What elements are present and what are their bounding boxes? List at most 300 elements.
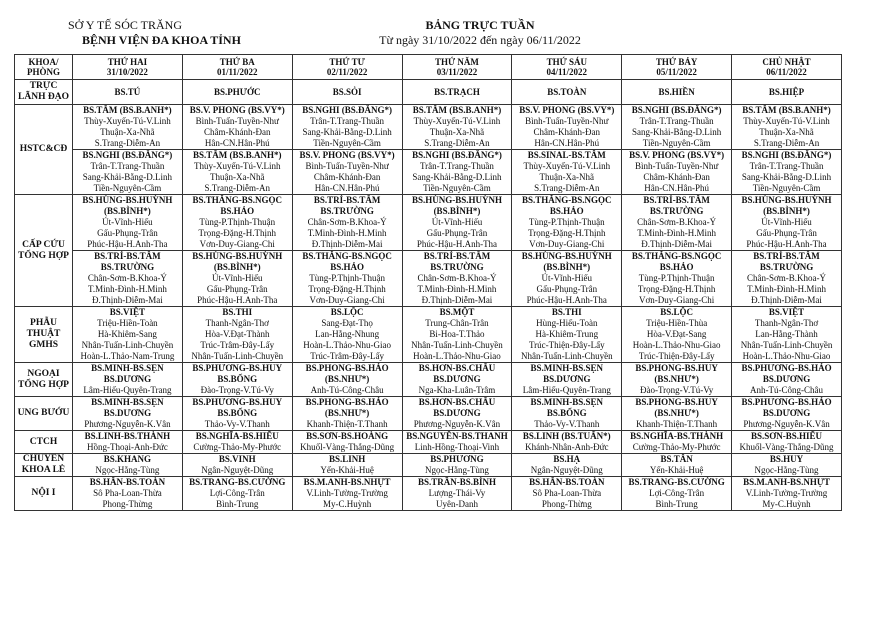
duty-staff: T.Minh-Đình-H.Minh: [747, 284, 826, 294]
duty-cell: [622, 397, 732, 431]
duty-staff: Vơn-Duy-Giang-Chi: [639, 295, 715, 305]
duty-doctor: BS.SƠN-BS.HOÀNG: [306, 431, 389, 441]
duty-cell: [512, 431, 622, 454]
duty-doctor: BS.SINAL-BS.TÂM: [527, 150, 606, 160]
document-title: BẢNG TRỰC TUẦN: [425, 18, 535, 32]
duty-cell: [512, 251, 622, 307]
duty-staff: Út-Vĩnh-Hiếu: [102, 217, 153, 227]
duty-staff: Bình-Tuấn-Tuyền-Như: [635, 161, 719, 171]
roster-row: [15, 195, 842, 251]
duty-staff: Nhân-Tuấn-Linh-Chuyền: [191, 351, 284, 361]
duty-staff: Châm-Khánh-Đan: [313, 172, 381, 182]
duty-staff: My-C.Huỳnh: [322, 499, 372, 509]
duty-staff: Sang-Khải-Bằng-D.Linh: [412, 172, 502, 182]
duty-doctor: BS.HẢO: [220, 206, 255, 216]
duty-staff: Chân-Sơm-B.Khoa-Ý: [87, 273, 167, 283]
duty-cell: [73, 195, 183, 251]
duty-staff: T.Minh-Đình-H.Minh: [307, 228, 387, 238]
duty-doctor: BS.HƠN-BS.CHÂU: [418, 397, 496, 407]
duty-doctor: BS.TÂN: [660, 454, 693, 464]
leader-cell: BS.PHƯỚC: [182, 80, 292, 105]
duty-cell: [732, 195, 842, 251]
duty-staff: Bình-Tuấn-Tuyền-Như: [525, 116, 609, 126]
duty-staff: Gấu-Phụng-Trân: [426, 228, 488, 238]
duty-staff: Đào-Trọng-V.Tú-Vy: [640, 385, 714, 395]
duty-doctor: BS.DƯƠNG: [762, 374, 811, 384]
duty-doctor: BS.TRƯỜNG: [430, 262, 484, 272]
duty-cell: [512, 105, 622, 150]
duty-staff: Triệu-Hiền-Thùa: [646, 318, 708, 328]
hospital-name: BỆNH VIỆN ĐA KHOA TỈNH: [82, 33, 241, 47]
duty-staff: Trân-T.Trang-Thuần: [419, 161, 494, 171]
duty-staff: Nhân-Tuấn-Linh-Chuyền: [411, 340, 503, 350]
dept-label-line: TỔNG HỢP: [18, 379, 69, 390]
duty-staff: Nhân-Tuấn-Linh-Chuyền: [740, 340, 833, 350]
duty-cell: [182, 251, 292, 307]
duty-staff: Tùng-P.Thịnh-Thuận: [309, 273, 385, 283]
duty-staff: Tiền-Nguyên-Cầm: [752, 183, 821, 193]
roster-row: [15, 363, 842, 397]
duty-doctor: BS.HÙNG-BS.HUỲNH: [521, 251, 612, 261]
duty-staff: Trân-T.Trang-Thuần: [639, 116, 714, 126]
duty-staff: Trúc-Trâm-Đây-Lấy: [310, 351, 385, 361]
duty-doctor: BS.PHONG-BS.HUY: [635, 397, 718, 407]
duty-doctor: (BS.NHƯ*): [654, 408, 699, 418]
duty-cell: [182, 150, 292, 195]
duty-doctor: BS.TRANG-BS.CƯỜNG: [189, 477, 286, 487]
duty-cell: [73, 105, 183, 150]
dept-label-line: TỔNG HỢP: [18, 250, 69, 261]
duty-cell: [402, 431, 512, 454]
duty-staff: Chân-Sơm-B.Khoa-Ý: [417, 273, 497, 283]
duty-cell: [73, 307, 183, 363]
duty-doctor: BS.TRÍ-BS.TÂM: [643, 195, 710, 205]
duty-staff: Trọng-Đặng-H.Thịnh: [637, 284, 716, 294]
duty-staff: Châm-Khánh-Đan: [533, 127, 601, 137]
duty-staff: S.Trang-Diễm-An: [424, 138, 490, 148]
duty-cell: [732, 454, 842, 477]
duty-doctor: BS.TRƯỜNG: [649, 206, 704, 216]
duty-cell: [292, 251, 402, 307]
duty-doctor: (BS.BÌNH*): [763, 206, 810, 216]
duty-cell: [292, 150, 402, 195]
duty-staff: T.Minh-Đình-H.Minh: [88, 284, 167, 294]
duty-doctor: BS.TÂM (BS.B.ANH*): [193, 150, 282, 160]
duty-staff: Bi-Hoa-T.Thảo: [429, 329, 485, 339]
duty-staff: Nga-Kha-Luân-Trâm: [418, 385, 496, 395]
duty-cell: [402, 477, 512, 511]
duty-doctor: BS.THẮNG-BS.NGỌC: [192, 195, 283, 205]
duty-doctor: BS.TRÍ-BS.TÂM: [753, 251, 820, 261]
col-header-dept: KHOA/ PHÒNG: [15, 55, 73, 80]
duty-cell: [292, 431, 402, 454]
duty-staff: Trung-Chân-Trân: [425, 318, 489, 328]
duty-cell: [512, 363, 622, 397]
duty-doctor: (BS.BÌNH*): [213, 262, 261, 272]
col-header-mon: THỨ HAI 31/10/2022: [73, 55, 183, 80]
duty-staff: Thuận-Xa-Nhã: [100, 127, 155, 137]
duty-cell: [732, 150, 842, 195]
duty-doctor: (BS.NHƯ*): [324, 408, 370, 418]
roster-row: [15, 431, 842, 454]
duty-doctor: BS.TRƯỜNG: [759, 262, 814, 272]
duty-staff: Hoàn-L.Thảo-Nhu-Giao: [632, 340, 721, 350]
duty-staff: Đ.Thịnh-Diễm-Mai: [92, 295, 163, 305]
duty-doctor: BS.TRÍ-BS.TÂM: [313, 195, 381, 205]
duty-doctor: BS.VIỆT: [109, 307, 146, 317]
duty-staff: Hoàn-L.Thảo-Nhu-Giao: [303, 340, 391, 350]
leader-cell: BS.HIỀN: [622, 80, 732, 105]
duty-staff: Phong-Thừng: [102, 499, 153, 509]
duty-staff: Tiền-Nguyên-Cầm: [642, 138, 711, 148]
col-header-sat: THỨ BẢY 05/11/2022: [622, 55, 732, 80]
duty-staff: Đ.Thịnh-Diễm-Mai: [311, 239, 383, 249]
roster-row: [15, 251, 842, 307]
duty-staff: Thùy-Xuyến-Tú-V.Linh: [193, 161, 281, 171]
duty-cell: [402, 307, 512, 363]
duty-staff: Đ.Thịnh-Diễm-Mai: [641, 239, 712, 249]
duty-staff: Phúc-Hậu-H.Anh-Tha: [416, 239, 498, 249]
duty-doctor: BS.V. PHONG (BS.VY*): [519, 105, 615, 115]
dept-label-line: CHUYÊN: [22, 454, 65, 464]
roster-row: [15, 397, 842, 431]
duty-doctor: BS.VIỆT: [768, 307, 805, 317]
duty-staff: Trân-T.Trang-Thuần: [749, 161, 824, 171]
duty-staff: Tùng-P.Thịnh-Thuận: [199, 217, 276, 227]
duty-doctor: BS.MINH-BS.SẸN: [530, 363, 604, 373]
duty-staff: Yến-Khải-Huệ: [649, 465, 704, 475]
duty-staff: Phong-Thừng: [541, 499, 592, 509]
roster-row: [15, 150, 842, 195]
duty-staff: Thuận-Xa-Nhã: [210, 172, 265, 182]
duty-staff: Linh-Hồng-Thoại-Vinh: [414, 442, 500, 452]
dept-label-line: CẤP CỨU: [22, 239, 65, 250]
duty-staff: Trọng-Đặng-H.Thịnh: [308, 284, 386, 294]
duty-doctor: BS.LỘC: [330, 307, 364, 317]
dept-label-line: NỘI I: [31, 488, 56, 498]
duty-staff: Thanh-Ngân-Thơ: [754, 318, 819, 328]
duty-staff: Phúc-Hậu-H.Anh-Tha: [746, 239, 827, 249]
duty-doctor: BS.NGHI (BS.ĐĂNG*): [302, 105, 392, 115]
duty-staff: Nhân-Tuấn-Linh-Chuyền: [520, 351, 613, 361]
dept-label-line: THUẬT: [26, 329, 61, 339]
duty-staff: Gấu-Phụng-Trân: [206, 284, 268, 294]
duty-staff: Ngọc-Hằng-Tùng: [424, 465, 489, 475]
duty-doctor: BS.DƯƠNG: [433, 408, 481, 418]
duty-staff: Đào-Trọng-V.Tú-Vy: [200, 385, 274, 395]
duty-staff: Trọng-Đặng-H.Thịnh: [198, 228, 276, 238]
dept-label: [15, 363, 73, 397]
duty-doctor: BS.PHƯƠNG-BS.HẢO: [741, 363, 832, 373]
duty-cell: [622, 251, 732, 307]
duty-doctor: (BS.NHƯ*): [324, 374, 370, 384]
duty-staff: Phúc-Hậu-H.Anh-Tha: [87, 239, 168, 249]
duty-cell: [732, 431, 842, 454]
duty-doctor: BS.BỔNG: [217, 374, 258, 384]
duty-doctor: BS.TRÍ-BS.TÂM: [423, 251, 491, 261]
duty-doctor: BS.DƯƠNG: [543, 374, 591, 384]
duty-staff: Hân-CN.Hân-Phú: [204, 138, 270, 148]
duty-cell: [73, 251, 183, 307]
duty-staff: Khanh-Thiện-T.Thanh: [306, 419, 388, 429]
duty-cell: [182, 105, 292, 150]
duty-staff: Triệu-Hiền-Toàn: [97, 318, 158, 328]
duty-doctor: BS.PHƯƠNG-BS.HẢO: [741, 397, 832, 407]
duty-doctor: BS.SƠN-BS.HIẾU: [751, 431, 823, 441]
duty-doctor: BS.TÂM (BS.B.ANH*): [742, 105, 831, 115]
duty-staff: Bình-Trung: [655, 499, 698, 509]
duty-cell: [73, 363, 183, 397]
duty-staff: Hòa-V.Đạt-Sang: [646, 329, 707, 339]
duty-cell: [512, 397, 622, 431]
duty-staff: Tùng-P.Thịnh-Thuận: [528, 217, 605, 227]
duty-cell: [512, 195, 622, 251]
duty-staff: Út-Vĩnh-Hiếu: [541, 273, 593, 283]
duty-staff: S.Trang-Diễm-An: [94, 138, 161, 148]
duty-staff: Tiền-Nguyên-Cầm: [423, 183, 491, 193]
dept-label: [15, 431, 73, 454]
duty-doctor: BS.HƠN-BS.CHÂU: [418, 363, 496, 373]
duty-staff: Vơn-Duy-Giang-Chi: [309, 295, 385, 305]
duty-doctor: BS.DƯƠNG: [433, 374, 481, 384]
date-range: Từ ngày 31/10/2022 đến ngày 06/11/2022: [379, 33, 581, 47]
duty-staff: Chân-Sơm-B.Khoa-Ý: [747, 273, 827, 283]
duty-cell: [622, 105, 732, 150]
duty-doctor: BS.THI: [551, 307, 582, 317]
duty-staff: Lan-Hằng-Nhung: [315, 329, 380, 339]
duty-staff: Hoàn-L.Thảo-Nhu-Giao: [413, 351, 501, 361]
duty-cell: [622, 431, 732, 454]
duty-cell: [182, 454, 292, 477]
duty-doctor: BS.HUY: [769, 454, 804, 464]
duty-doctor: BS.NGUYÊN-BS.THANH: [406, 431, 508, 441]
duty-cell: [622, 363, 732, 397]
duty-doctor: BS.V. PHONG (BS.VY*): [189, 105, 285, 115]
duty-staff: Ngọc-Hằng-Tùng: [95, 465, 160, 475]
duty-staff: Uyên-Danh: [435, 499, 478, 509]
duty-doctor: BS.THẮNG-BS.NGỌC: [522, 195, 612, 205]
duty-staff: Lâm-Hiếu-Quyên-Trang: [83, 385, 172, 395]
col-header-wed: THỨ TƯ 02/11/2022: [292, 55, 402, 80]
duty-doctor: BS.HẢO: [549, 206, 584, 216]
duty-cell: [182, 477, 292, 511]
duty-staff: Gấu-Phụng-Trân: [536, 284, 598, 294]
duty-staff: Trân-T.Trang-Thuần: [310, 116, 385, 126]
duty-staff: Thảo-Vy-V.Thanh: [204, 419, 270, 429]
dept-label: [15, 397, 73, 431]
duty-cell: [73, 454, 183, 477]
roster-row: [15, 105, 842, 150]
dept-label: [15, 477, 73, 511]
duty-cell: [402, 397, 512, 431]
duty-doctor: BS.PHƯƠNG-BS.HUY: [192, 397, 283, 407]
dept-label-line: PHẪU: [30, 318, 57, 328]
duty-staff: S.Trang-Diễm-An: [534, 183, 600, 193]
dept-label-line: LÃNH ĐẠO: [18, 92, 69, 102]
duty-staff: Trúc-Thiện-Đây-Lấy: [528, 340, 605, 350]
leader-cell: BS.HIỆP: [732, 80, 842, 105]
duty-staff: Út-Vĩnh-Hiếu: [761, 217, 812, 227]
duty-doctor: BS.HÂN-BS.TOÀN: [529, 477, 605, 487]
leader-cell: BS.TOÀN: [512, 80, 622, 105]
duty-staff: Sang-Khải-Bằng-D.Linh: [82, 172, 173, 182]
duty-cell: [622, 454, 732, 477]
duty-cell: [622, 150, 732, 195]
duty-staff: Thùy-Xuyến-Tú-V.Linh: [743, 116, 830, 126]
duty-cell: [512, 150, 622, 195]
duty-staff: Nhân-Tuấn-Linh-Chuyền: [81, 340, 174, 350]
duty-staff: Tùng-P.Thịnh-Thuận: [638, 273, 715, 283]
duty-staff: Bình-Tuấn-Tuyền-Như: [305, 161, 389, 171]
dept-label-line: GMHS: [28, 340, 59, 350]
duty-doctor: BS.V. PHONG (BS.VY*): [629, 150, 725, 160]
duty-staff: Lợi-Công-Trân: [209, 488, 265, 498]
duty-cell: [73, 431, 183, 454]
duty-staff: Vơn-Duy-Giang-Chi: [529, 239, 605, 249]
duty-cell: [512, 454, 622, 477]
duty-doctor: (BS.NHƯ*): [654, 374, 699, 384]
duty-staff: Lượng-Thái-Vy: [428, 488, 486, 498]
duty-staff: My-C.Huỳnh: [762, 499, 811, 509]
duty-doctor: BS.MỘT: [439, 307, 475, 317]
duty-staff: Trúc-Thiện-Đây-Lấy: [638, 351, 715, 361]
duty-doctor: (BS.BÌNH*): [433, 206, 481, 216]
duty-staff: Hồng-Thoại-Anh-Đức: [86, 442, 168, 452]
duty-cell: [512, 307, 622, 363]
duty-staff: Cường-Thảo-My-Phước: [193, 442, 282, 452]
duty-staff: V.Linh-Tường-Trường: [745, 488, 828, 498]
duty-doctor: BS.PHONG-BS.HUY: [635, 363, 718, 373]
duty-doctor: BS.V. PHONG (BS.VY*): [299, 150, 395, 160]
duty-doctor: BS.NGHĨA-BS.THÀNH: [630, 431, 724, 441]
leader-cell: BS.SỎI: [292, 80, 402, 105]
duty-cell: [292, 307, 402, 363]
duty-doctor: BS.NGHI (BS.ĐĂNG*): [82, 150, 173, 160]
duty-doctor: BS.TÂM (BS.B.ANH*): [412, 105, 502, 115]
duty-cell: [402, 150, 512, 195]
duty-doctor: BS.HÙNG-BS.HUỲNH: [411, 195, 502, 205]
duty-cell: [622, 477, 732, 511]
duty-doctor: BS.PHONG-BS.HẢO: [305, 397, 389, 407]
duty-cell: [73, 477, 183, 511]
duty-cell: [622, 307, 732, 363]
duty-staff: Phương-Nguyễn-K.Vân: [743, 419, 830, 429]
duty-staff: Vơn-Duy-Giang-Chi: [199, 239, 275, 249]
dept-label-line: TRỰC: [29, 81, 58, 91]
duty-staff: Khanh-Thiện-T.Thanh: [636, 419, 718, 429]
leader-row: [15, 80, 842, 105]
duty-doctor: BS.TRANG-BS.CƯỜNG: [628, 477, 725, 487]
duty-cell: [292, 397, 402, 431]
duty-staff: Trúc-Trâm-Đây-Lấy: [200, 340, 275, 350]
duty-staff: Trọng-Đặng-H.Thịnh: [528, 228, 606, 238]
dept-label: [15, 454, 73, 477]
duty-doctor: BS.MINH-BS.SẸN: [91, 397, 164, 407]
duty-doctor: BS.PHƯƠNG-BS.HUY: [192, 363, 283, 373]
duty-staff: Hân-CN.Hân-Phú: [534, 138, 600, 148]
duty-staff: Phương-Nguyễn-K.Vân: [84, 419, 171, 429]
col-header-tue: THỨ BA 01/11/2022: [182, 55, 292, 80]
document-header-right: [330, 18, 630, 48]
duty-cell: [732, 397, 842, 431]
duty-cell: [182, 397, 292, 431]
dept-label: [15, 105, 73, 195]
duty-staff: Thuận-Xa-Nhã: [759, 127, 814, 137]
duty-staff: S.Trang-Diễm-An: [753, 138, 820, 148]
duty-staff: Châm-Khánh-Đan: [204, 127, 271, 137]
duty-staff: Thuận-Xa-Nhã: [429, 127, 485, 137]
duty-doctor: BS.BỔNG: [217, 408, 258, 418]
duty-cell: [292, 454, 402, 477]
dept-label-line: NGOẠI: [27, 368, 60, 379]
duty-staff: Đ.Thịnh-Diễm-Mai: [751, 295, 822, 305]
duty-doctor: BS.TRẦN-BS.BÌNH: [417, 477, 496, 487]
duty-staff: Thùy-Xuyến-Tú-V.Linh: [413, 116, 501, 126]
duty-doctor: BS.VINH: [218, 454, 256, 464]
duty-staff: Trân-T.Trang-Thuần: [90, 161, 165, 171]
duty-doctor: BS.TRƯỜNG: [100, 262, 155, 272]
duty-staff: Sang-Khải-Bằng-D.Linh: [632, 127, 722, 137]
duty-staff: Anh-Tú-Công-Châu: [750, 385, 824, 395]
duty-staff: Sô Pha-Loan-Thừa: [93, 488, 162, 498]
duty-staff: Sang-Khải-Bằng-D.Linh: [741, 172, 832, 182]
duty-doctor: BS.TRÍ-BS.TÂM: [94, 251, 161, 261]
col-header-sun: CHỦ NHẬT 06/11/2022: [732, 55, 842, 80]
duty-doctor: BS.THẮNG-BS.NGỌC: [302, 251, 392, 261]
duty-cell: [732, 307, 842, 363]
duty-staff: Phương-Nguyễn-K.Vân: [413, 419, 501, 429]
duty-doctor: (BS.BÌNH*): [543, 262, 591, 272]
duty-doctor: BS.HẢO: [659, 262, 694, 272]
duty-staff: Châm-Khánh-Đan: [643, 172, 710, 182]
duty-staff: Hân-CN.Hân-Phú: [314, 183, 380, 193]
org-name: SỞ Y TẾ SÓC TRĂNG: [68, 18, 183, 32]
duty-staff: Tiền-Nguyên-Cầm: [313, 138, 381, 148]
dept-label-leader: [15, 80, 73, 105]
duty-cell: [402, 105, 512, 150]
duty-doctor: BS.MINH-BS.SẸN: [91, 363, 164, 373]
duty-doctor: BS.TRƯỜNG: [320, 206, 374, 216]
duty-staff: Hoàn-L.Thảo-Nhu-Giao: [742, 351, 831, 361]
duty-doctor: BS.TÂM (BS.B.ANH*): [83, 105, 172, 115]
dept-label: [15, 195, 73, 307]
duty-cell: [73, 397, 183, 431]
roster-row: [15, 454, 842, 477]
dept-label-line: UNG BƯỚU: [17, 408, 70, 418]
duty-staff: Lan-Hằng-Thành: [755, 329, 818, 339]
duty-cell: [732, 105, 842, 150]
duty-staff: Thanh-Ngân-Thơ: [205, 318, 269, 328]
duty-doctor: BS.THI: [222, 307, 253, 317]
duty-doctor: BS.LỘC: [660, 307, 694, 317]
duty-staff: Chân-Sơm-B.Khoa-Ý: [637, 217, 717, 227]
duty-staff: Bình-Trung: [216, 499, 259, 509]
duty-staff: Sô Pha-Loan-Thừa: [532, 488, 602, 498]
duty-doctor: BS.PHONG-BS.HẢO: [305, 363, 389, 373]
duty-staff: T.Minh-Đình-H.Minh: [637, 228, 717, 238]
duty-cell: [732, 363, 842, 397]
duty-doctor: BS.NGHI (BS.ĐĂNG*): [631, 105, 722, 115]
duty-staff: Cường-Thảo-My-Phước: [632, 442, 721, 452]
duty-doctor: BS.NGHĨA-BS.HIẾU: [195, 431, 279, 441]
duty-staff: Ngân-Nguyệt-Dũng: [201, 465, 274, 475]
duty-staff: Hùng-Hiếu-Toàn: [536, 318, 598, 328]
duty-cell: [292, 363, 402, 397]
duty-staff: Sang-Khải-Bằng-D.Linh: [302, 127, 392, 137]
duty-doctor: BS.BỔNG: [546, 408, 587, 418]
duty-cell: [182, 307, 292, 363]
duty-staff: Gấu-Phụng-Trân: [97, 228, 158, 238]
